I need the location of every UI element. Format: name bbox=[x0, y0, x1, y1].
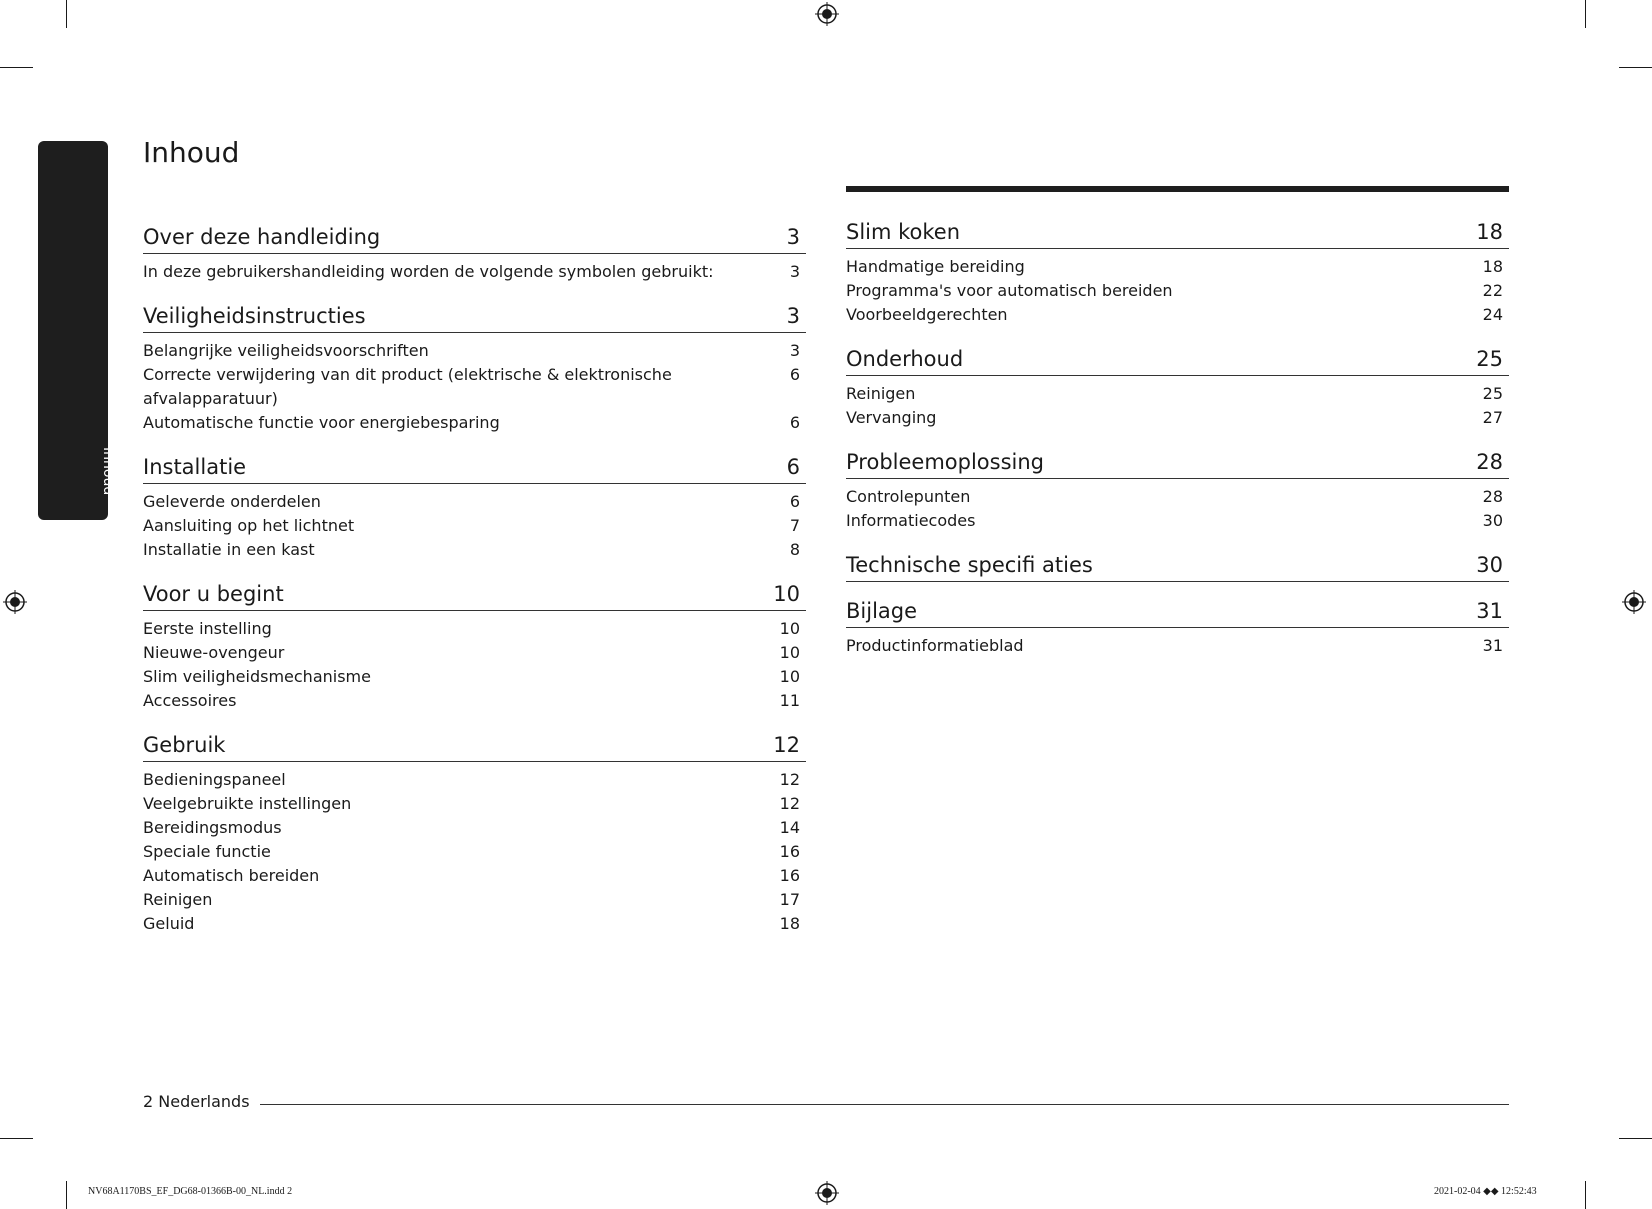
toc-section-page: 30 bbox=[1476, 553, 1503, 577]
toc-entry[interactable] bbox=[846, 485, 1509, 509]
toc-section-title: Voor u begint bbox=[143, 582, 284, 606]
toc-entry-page: 27 bbox=[1482, 408, 1503, 427]
footer-rule bbox=[260, 1104, 1509, 1105]
toc-entry-page: 25 bbox=[1482, 384, 1503, 403]
toc-section-title: Installatie bbox=[143, 455, 247, 479]
toc-section-title: Veiligheidsinstructies bbox=[143, 304, 366, 328]
toc-entry[interactable] bbox=[143, 260, 806, 284]
toc-entry-label: Informatiecodes bbox=[846, 511, 976, 530]
toc-section-title: Technische specifi aties bbox=[846, 553, 1093, 577]
toc-section-page: 18 bbox=[1476, 220, 1503, 244]
toc-entry-label: Aansluiting op het lichtnet bbox=[143, 516, 355, 535]
toc-entry-page: 10 bbox=[779, 619, 800, 638]
toc-entry-label: Slim veiligheidsmechanisme bbox=[143, 667, 371, 686]
toc-section bbox=[143, 579, 806, 713]
toc-entry[interactable] bbox=[143, 514, 806, 538]
toc-entry-page: 3 bbox=[789, 341, 800, 360]
crop-mark bbox=[66, 1181, 67, 1209]
toc-section bbox=[143, 452, 806, 562]
toc-entry[interactable] bbox=[143, 864, 806, 888]
page-title: Inhoud bbox=[143, 136, 240, 169]
toc-section-page: 31 bbox=[1476, 599, 1503, 623]
toc-entry-page: 3 bbox=[789, 262, 800, 281]
column-header-bar bbox=[846, 186, 1509, 192]
registration-mark-icon bbox=[3, 590, 27, 614]
toc-section-page: 12 bbox=[773, 733, 800, 757]
toc-section-page: 6 bbox=[786, 455, 800, 479]
toc-entry[interactable] bbox=[143, 538, 806, 562]
crop-mark bbox=[1585, 0, 1586, 28]
toc-entry-label: Productinformatieblad bbox=[846, 636, 1024, 655]
toc-entry-label: In deze gebruikershandleiding worden de volgende symbolen gebruikt: bbox=[143, 262, 714, 281]
toc-entry-page: 16 bbox=[779, 842, 800, 861]
toc-section-title: Probleemoplossing bbox=[846, 450, 1044, 474]
toc-entry-page: 12 bbox=[779, 794, 800, 813]
toc-section-title: Slim koken bbox=[846, 220, 961, 244]
toc-entry-page: 6 bbox=[789, 413, 800, 432]
toc-section bbox=[143, 222, 806, 284]
toc-entry-label: Handmatige bereiding bbox=[846, 257, 1025, 276]
page-footer: 2 Nederlands bbox=[143, 1092, 250, 1111]
toc-entry-page: 6 bbox=[789, 365, 800, 384]
toc-entry-page: 28 bbox=[1482, 487, 1503, 506]
toc-entry[interactable] bbox=[846, 303, 1509, 327]
toc-entry-label: Controlepunten bbox=[846, 487, 971, 506]
toc-section bbox=[846, 344, 1509, 430]
toc-entry[interactable] bbox=[143, 816, 806, 840]
toc-entry[interactable] bbox=[143, 912, 806, 936]
toc-section-heading[interactable] bbox=[846, 344, 1509, 376]
toc-section-heading[interactable] bbox=[846, 217, 1509, 249]
print-slug-date: 2021-02-04 ◆◆ 12:52:43 bbox=[1434, 1186, 1537, 1197]
toc-section bbox=[846, 550, 1509, 582]
toc-section-heading[interactable] bbox=[143, 301, 806, 333]
toc-entry[interactable] bbox=[846, 279, 1509, 303]
toc-entry-label: Veelgebruikte instellingen bbox=[143, 794, 352, 813]
toc-section-heading[interactable] bbox=[846, 447, 1509, 479]
toc-entry[interactable] bbox=[143, 363, 806, 411]
toc-section bbox=[143, 301, 806, 435]
toc-entry[interactable] bbox=[846, 406, 1509, 430]
toc-section-heading[interactable] bbox=[143, 452, 806, 484]
toc-entry-label: Automatische functie voor energiebesparing bbox=[143, 413, 500, 432]
crop-mark bbox=[66, 0, 67, 28]
toc-entry-label: Belangrijke veiligheidsvoorschriften bbox=[143, 341, 429, 360]
toc-section-page: 3 bbox=[786, 304, 800, 328]
toc-entry-page: 7 bbox=[789, 516, 800, 535]
side-tab bbox=[38, 141, 116, 520]
toc-entry[interactable] bbox=[143, 411, 806, 435]
toc-entry-label: Programma's voor automatisch bereiden bbox=[846, 281, 1173, 300]
toc-entry[interactable] bbox=[143, 339, 806, 363]
toc-entry-page: 10 bbox=[779, 643, 800, 662]
toc-entry-page: 10 bbox=[779, 667, 800, 686]
toc-entry-label: Accessoires bbox=[143, 691, 237, 710]
toc-entry[interactable] bbox=[143, 768, 806, 792]
toc-entry-label: Speciale functie bbox=[143, 842, 271, 861]
toc-section-page: 10 bbox=[773, 582, 800, 606]
toc-entry-page: 11 bbox=[779, 691, 800, 710]
toc-entry-label: Geleverde onderdelen bbox=[143, 492, 321, 511]
toc-section-title: Gebruik bbox=[143, 733, 226, 757]
toc-entry-label: Installatie in een kast bbox=[143, 540, 315, 559]
toc-section-title: Over deze handleiding bbox=[143, 225, 381, 249]
toc-entry[interactable] bbox=[846, 634, 1509, 658]
toc-section bbox=[846, 447, 1509, 533]
toc-section-title: Onderhoud bbox=[846, 347, 964, 371]
registration-mark-icon bbox=[1622, 590, 1646, 614]
toc-right-column bbox=[846, 217, 1509, 675]
toc-entry[interactable] bbox=[143, 840, 806, 864]
toc-entry-page: 17 bbox=[779, 890, 800, 909]
side-tab-label: Inhoud bbox=[100, 447, 116, 496]
toc-section-page: 28 bbox=[1476, 450, 1503, 474]
toc-entry-label: Vervanging bbox=[846, 408, 937, 427]
toc-entry[interactable] bbox=[143, 665, 806, 689]
toc-entry-page: 14 bbox=[779, 818, 800, 837]
print-slug-file: NV68A1170BS_EF_DG68-01366B-00_NL.indd 2 bbox=[88, 1186, 293, 1197]
toc-section bbox=[846, 217, 1509, 327]
toc-entry-label: Voorbeeldgerechten bbox=[846, 305, 1008, 324]
toc-entry-page: 22 bbox=[1482, 281, 1503, 300]
toc-section-page: 25 bbox=[1476, 347, 1503, 371]
toc-section-page: 3 bbox=[786, 225, 800, 249]
crop-mark bbox=[1585, 1181, 1586, 1209]
toc-entry-label: Eerste instelling bbox=[143, 619, 272, 638]
crop-mark bbox=[1619, 1138, 1652, 1139]
toc-entry[interactable] bbox=[846, 382, 1509, 406]
toc-section bbox=[846, 596, 1509, 658]
toc-entry-label: Bereidingsmodus bbox=[143, 818, 282, 837]
toc-entry[interactable] bbox=[143, 617, 806, 641]
toc-entry-page: 16 bbox=[779, 866, 800, 885]
toc-section-heading[interactable] bbox=[143, 579, 806, 611]
toc-section-heading[interactable] bbox=[846, 550, 1509, 582]
toc-entry[interactable] bbox=[143, 792, 806, 816]
toc-entry-page: 24 bbox=[1482, 305, 1503, 324]
toc-entry-page: 18 bbox=[1482, 257, 1503, 276]
toc-section-title: Bijlage bbox=[846, 599, 918, 623]
toc-entry-label: Geluid bbox=[143, 914, 195, 933]
toc-section-heading[interactable] bbox=[143, 730, 806, 762]
toc-entry-label: Correcte verwijdering van dit product (elektrische & elektronische afvalapparatuur) bbox=[143, 365, 672, 408]
toc-entry[interactable] bbox=[143, 490, 806, 514]
toc-entry[interactable] bbox=[143, 888, 806, 912]
toc-entry[interactable] bbox=[143, 641, 806, 665]
toc-entry[interactable] bbox=[846, 509, 1509, 533]
registration-mark-icon bbox=[815, 1181, 839, 1205]
registration-mark-icon bbox=[815, 2, 839, 26]
toc-entry-page: 8 bbox=[789, 540, 800, 559]
crop-mark bbox=[1619, 67, 1652, 68]
toc-entry-page: 6 bbox=[789, 492, 800, 511]
toc-entry-page: 18 bbox=[779, 914, 800, 933]
toc-section-heading[interactable] bbox=[846, 596, 1509, 628]
toc-section bbox=[143, 730, 806, 936]
toc-entry[interactable] bbox=[846, 255, 1509, 279]
crop-mark bbox=[0, 1138, 33, 1139]
toc-entry-page: 30 bbox=[1482, 511, 1503, 530]
toc-entry-label: Bedieningspaneel bbox=[143, 770, 286, 789]
crop-mark bbox=[0, 67, 33, 68]
toc-entry-label: Nieuwe-ovengeur bbox=[143, 643, 285, 662]
toc-section-heading[interactable] bbox=[143, 222, 806, 254]
toc-entry-page: 31 bbox=[1482, 636, 1503, 655]
toc-entry-label: Automatisch bereiden bbox=[143, 866, 320, 885]
toc-left-column bbox=[143, 222, 806, 953]
toc-entry[interactable] bbox=[143, 689, 806, 713]
toc-entry-page: 12 bbox=[779, 770, 800, 789]
toc-entry-label: Reinigen bbox=[846, 384, 916, 403]
toc-entry-label: Reinigen bbox=[143, 890, 213, 909]
